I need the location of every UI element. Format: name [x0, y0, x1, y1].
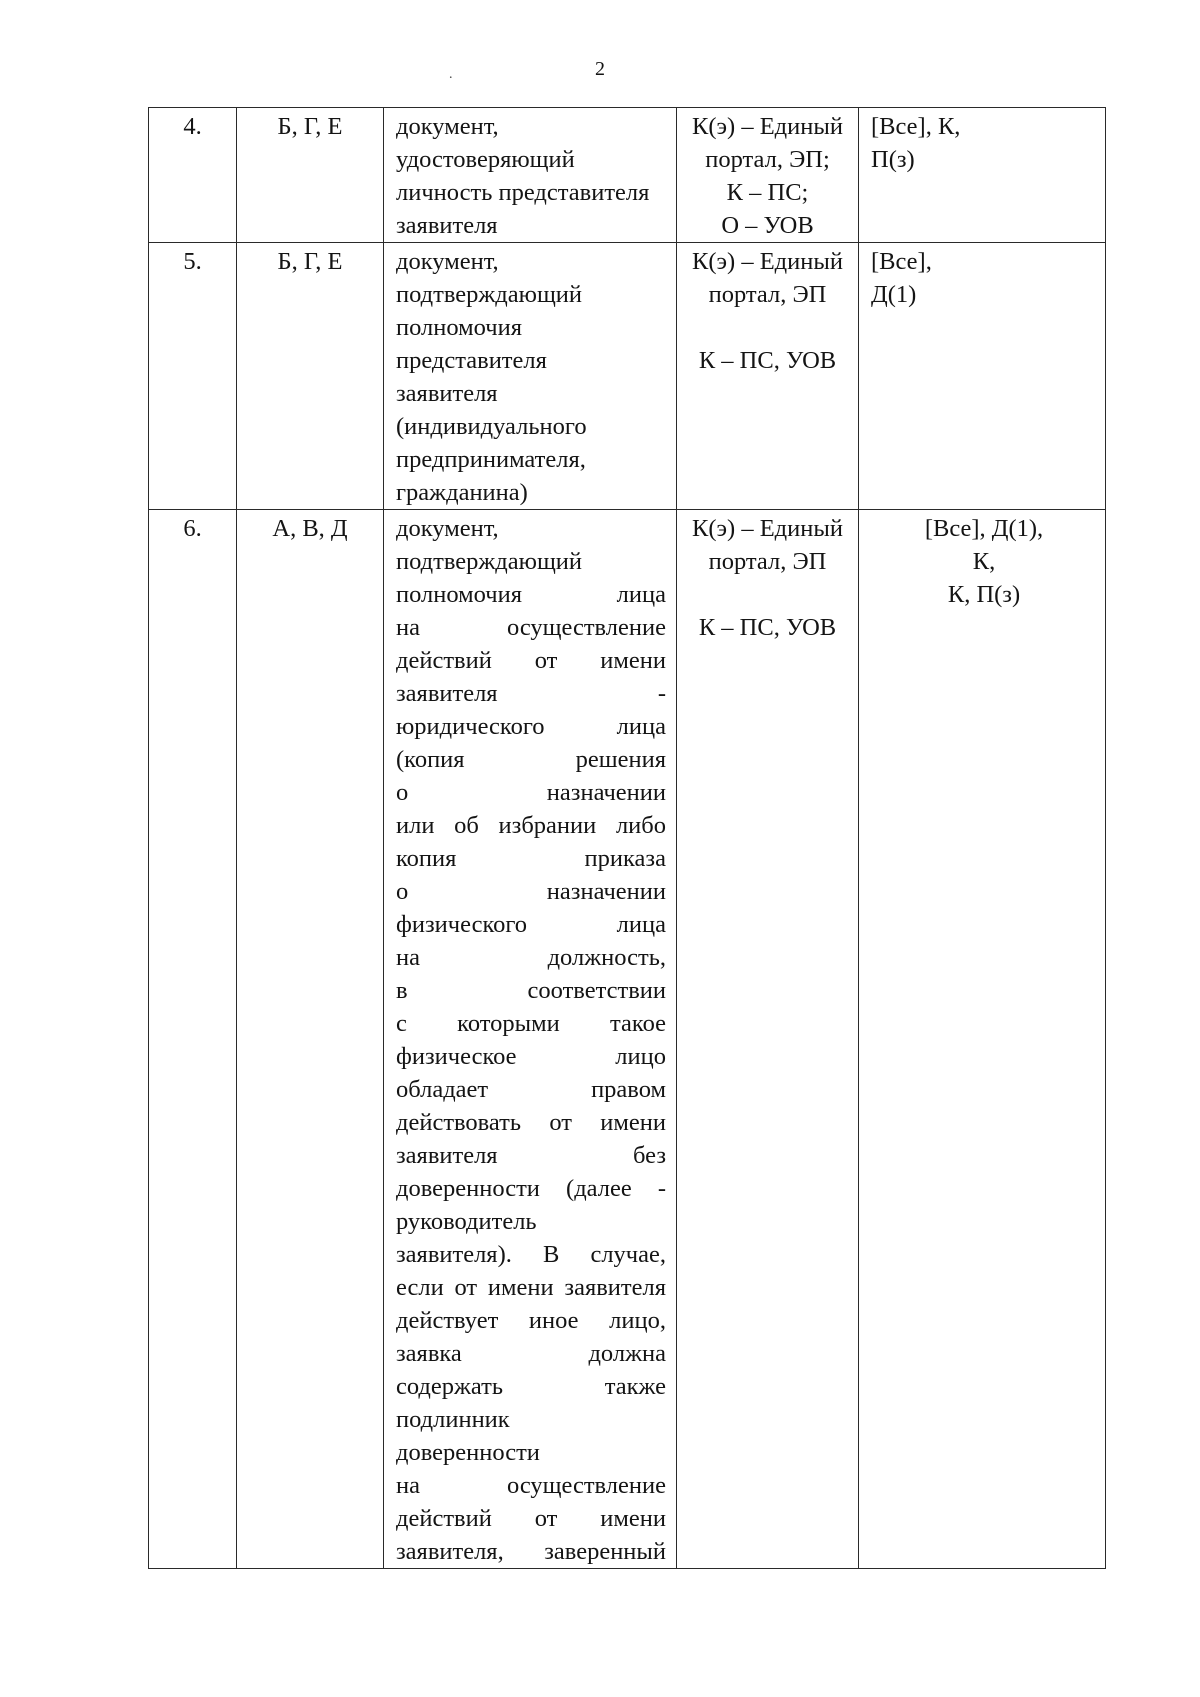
row-number: 6. — [149, 510, 237, 1569]
page-number: 2 — [595, 58, 605, 80]
document-description — [384, 108, 677, 243]
text-line: К(э) – Единый — [692, 248, 843, 275]
text-line: [Все], — [871, 248, 932, 275]
text-line: К – ПС, УОВ — [698, 347, 837, 374]
text-line: портал, ЭП; — [705, 146, 830, 173]
document-table — [148, 107, 1106, 1569]
text-line: юридического лица — [396, 713, 666, 740]
blank-line — [685, 311, 850, 344]
text-line: содержать также — [396, 1373, 666, 1400]
table-body — [149, 108, 1106, 1569]
text-line: личность представителя — [396, 179, 650, 206]
text-line: действий от имени — [396, 1505, 666, 1532]
text-line: Д(1) — [871, 281, 917, 308]
document-description — [384, 243, 677, 510]
text-line: заявителя — [396, 380, 498, 407]
document-table-container — [148, 107, 1105, 1569]
required-actions — [859, 108, 1106, 243]
text-line: о назначении — [396, 779, 666, 806]
text-line: действий от имени — [396, 647, 666, 674]
text-line: (копия решения — [396, 746, 666, 773]
text-line: К, П(з) — [947, 581, 1021, 608]
applicant-categories: Б, Г, Е — [237, 243, 384, 510]
row-number: 5. — [149, 243, 237, 510]
text-line: К(э) – Единый — [692, 515, 843, 542]
text-line: полномочия — [396, 314, 522, 341]
text-line: на должность, — [396, 944, 666, 971]
stray-mark: . — [449, 67, 453, 82]
text-line: заявителя — [396, 212, 498, 239]
text-line: представителя — [396, 347, 547, 374]
text-line: с которыми такое — [396, 1010, 666, 1037]
text-line: заявка должна — [396, 1340, 666, 1367]
text-line: П(з) — [871, 146, 915, 173]
text-line: К(э) – Единый — [692, 113, 843, 140]
text-line: действует иное лицо, — [396, 1307, 666, 1334]
text-line: руководитель — [396, 1208, 537, 1235]
text-line: если от имени заявителя — [396, 1274, 666, 1301]
text-line: доверенности — [396, 1439, 540, 1466]
text-line: удостоверяющий — [396, 146, 575, 173]
document-description — [384, 510, 677, 1569]
text-line: К – ПС; — [726, 179, 809, 206]
text-line: доверенности (далее - — [396, 1175, 666, 1202]
submission-method — [677, 510, 859, 1569]
text-line: заявителя). В случае, — [396, 1241, 666, 1268]
text-line: на осуществление — [396, 614, 666, 641]
blank-line — [685, 578, 850, 611]
text-line: документ, — [396, 515, 499, 542]
applicant-categories: Б, Г, Е — [237, 108, 384, 243]
text-line: заявителя без — [396, 1142, 666, 1169]
submission-method — [677, 108, 859, 243]
text-line: портал, ЭП — [708, 548, 827, 575]
text-line: заявителя - — [396, 680, 666, 707]
text-line: на осуществление — [396, 1472, 666, 1499]
text-line: заявителя, заверенный — [396, 1538, 666, 1565]
table-row — [149, 243, 1106, 510]
submission-method — [677, 243, 859, 510]
text-line: физического лица — [396, 911, 666, 938]
table-row — [149, 510, 1106, 1569]
required-actions — [859, 510, 1106, 1569]
text-line: К, — [972, 548, 996, 575]
text-line: о назначении — [396, 878, 666, 905]
text-line: предпринимателя, — [396, 446, 586, 473]
text-line: (индивидуального — [396, 413, 587, 440]
text-line: действовать от имени — [396, 1109, 666, 1136]
text-line: или об избрании либо — [396, 812, 666, 839]
row-number: 4. — [149, 108, 237, 243]
text-line: гражданина) — [396, 479, 528, 506]
text-line: документ, — [396, 113, 499, 140]
table-row — [149, 108, 1106, 243]
text-line: подтверждающий — [396, 548, 583, 575]
text-line: полномочия лица — [396, 581, 666, 608]
text-line: О – УОВ — [721, 212, 814, 239]
text-line: [Все], К, — [871, 113, 961, 140]
text-line: [Все], Д(1), — [924, 515, 1044, 542]
text-line: копия приказа — [396, 845, 666, 872]
text-line: физическое лицо — [396, 1043, 666, 1070]
text-line: документ, — [396, 248, 499, 275]
text-line: портал, ЭП — [708, 281, 827, 308]
text-line: К – ПС, УОВ — [698, 614, 837, 641]
required-actions — [859, 243, 1106, 510]
text-line: в соответствии — [396, 977, 666, 1004]
text-line: подтверждающий — [396, 281, 583, 308]
text-line: подлинник — [396, 1406, 510, 1433]
applicant-categories: А, В, Д — [237, 510, 384, 1569]
text-line: обладает правом — [396, 1076, 666, 1103]
